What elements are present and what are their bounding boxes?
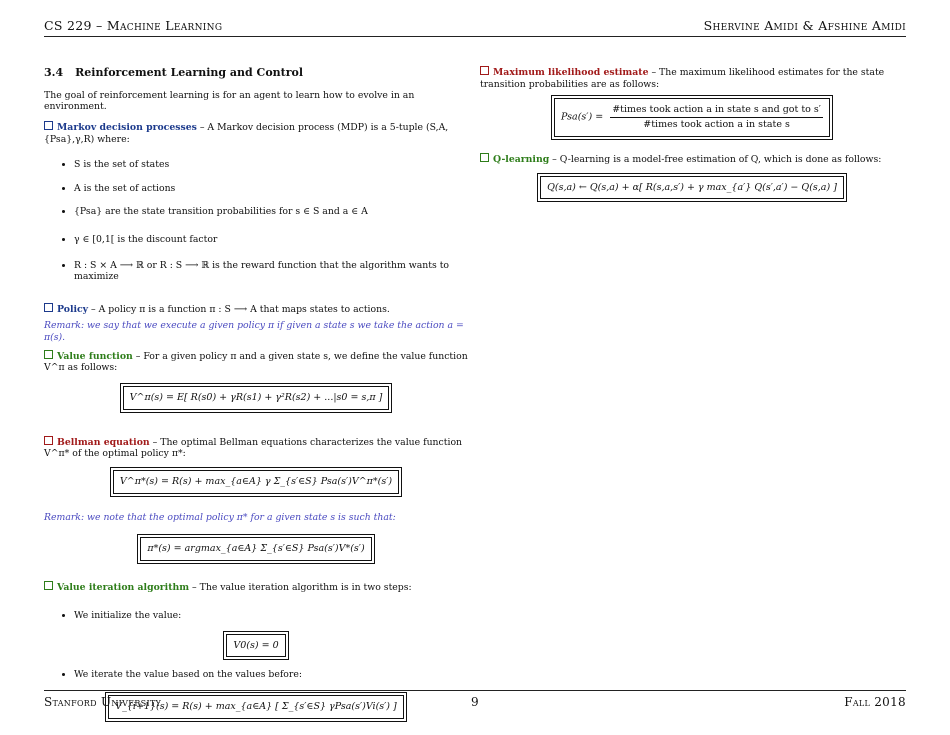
value-iteration-list-2 [44, 669, 468, 681]
mdp-paragraph [44, 121, 468, 145]
value-iteration-term: Value iteration algorithm [44, 582, 189, 593]
iteration-formula: V_{i+1}(s) = R(s) + max_{a∈A} [ Σ_{s′∈S} γPsa(s′)Vi(s′) ] [108, 695, 404, 719]
section-number: 3.4 [44, 66, 64, 79]
qlearning-formula: Q(s,a) ← Q(s,a) + α[ R(s,a,s′) + γ max_{a′} Q(s′,a′) − Q(s,a) ] [540, 176, 844, 200]
value-function-text: – For a given policy π and a given state s, we define the value function V^π as follows: [44, 350, 468, 374]
qlearning-text: – Q-learning is a model-free estimation of Q, which is done as follows: [549, 153, 882, 165]
footer-left: Stanford University [44, 695, 162, 709]
bellman-formula: V^π*(s) = R(s) + max_{a∈A} γ Σ_{s′∈S} Psa(s′)V^π*(s′) [113, 470, 399, 494]
mle-denominator: #times took action a in state s [643, 119, 790, 131]
value-function-term: Value function [44, 351, 133, 362]
mdp-list [44, 159, 468, 283]
right-column [480, 66, 904, 199]
bellman-paragraph [44, 436, 468, 460]
mdp-term: Markov decision processes [44, 122, 197, 133]
header-right: Shervine Amidi & Afshine Amidi [703, 18, 906, 33]
square-bullet-icon [44, 303, 53, 312]
list-item: • R : S × A ⟶ ℝ or R : S ⟶ ℝ is the reward function that the algorithm wants to maximize [74, 260, 468, 283]
qlearning-term: Q-learning [480, 154, 549, 165]
list-item: • A is the set of actions [74, 183, 468, 195]
policy-paragraph [44, 303, 468, 316]
header-rule [44, 36, 906, 37]
value-iteration-paragraph [44, 581, 468, 594]
mle-lhs: Psa(s′) = [561, 111, 604, 123]
page-header [44, 18, 906, 32]
square-bullet-icon [480, 66, 489, 75]
remark-optimal-policy: Remark: we note that the optimal policy π* for a given state s is such that: [44, 511, 396, 523]
mle-paragraph [480, 66, 904, 90]
list-item: • We iterate the value based on the values before: [74, 669, 468, 681]
mle-formula [554, 98, 830, 137]
value-function-paragraph [44, 350, 468, 374]
list-item: • S is the set of states [74, 159, 468, 171]
section-heading: Reinforcement Learning and Control [75, 66, 304, 79]
value-iteration-text: – The value iteration algorithm is in two steps: [189, 582, 412, 594]
value-function-formula: V^π(s) = E[ R(s0) + γR(s1) + γ²R(s2) + ...|s0 = s,π ] [123, 386, 390, 410]
mdp-text: – A Markov decision process (MDP) is a 5-tuple (S,A,{Psa},γ,R) where: [44, 121, 449, 145]
square-bullet-icon [44, 121, 53, 130]
footer-rule [44, 690, 906, 691]
value-iteration-list [44, 610, 468, 622]
mle-text: – The maximum likelihood estimates for the state transition probabilities are as follows: [480, 67, 885, 90]
qlearning-paragraph [480, 153, 904, 166]
bellman-text: – The optimal Bellman equations characterizes the value function V^π* of the optimal policy π*: [44, 436, 463, 460]
intro-text: The goal of reinforcement learning is for an agent to learn how to evolve in an environment. [44, 89, 415, 113]
square-bullet-icon [44, 581, 53, 590]
square-bullet-icon [44, 436, 53, 445]
remark-policy: Remark: we say that we execute a given policy π if given a state s we take the action a = π(s). [44, 320, 464, 344]
init-formula: V0(s) = 0 [226, 634, 285, 658]
left-column [44, 66, 468, 719]
list-item: • We initialize the value: [74, 610, 468, 622]
square-bullet-icon [44, 350, 53, 359]
page-footer [44, 695, 906, 709]
argmax-formula: π*(s) = argmax_{a∈A} Σ_{s′∈S} Psa(s′)V*(s′) [140, 537, 371, 561]
mle-numerator: #times took action a in state s and got to s′ [610, 104, 823, 118]
square-bullet-icon [480, 153, 489, 162]
header-left: CS 229 – Machine Learning [44, 18, 223, 33]
list-item: • {Psa} are the state transition probabilities for s ∈ S and a ∈ A [74, 206, 468, 218]
section-title [44, 66, 468, 80]
mle-term: Maximum likelihood estimate [480, 67, 649, 78]
footer-right: Fall 2018 [844, 695, 906, 709]
list-item: • γ ∈ [0,1[ is the discount factor [74, 234, 468, 246]
policy-term: Policy [44, 304, 88, 315]
policy-text: – A policy π is a function π : S ⟶ A that maps states to actions. [88, 303, 390, 315]
bellman-term: Bellman equation [44, 437, 150, 448]
page-number: 9 [471, 695, 479, 709]
